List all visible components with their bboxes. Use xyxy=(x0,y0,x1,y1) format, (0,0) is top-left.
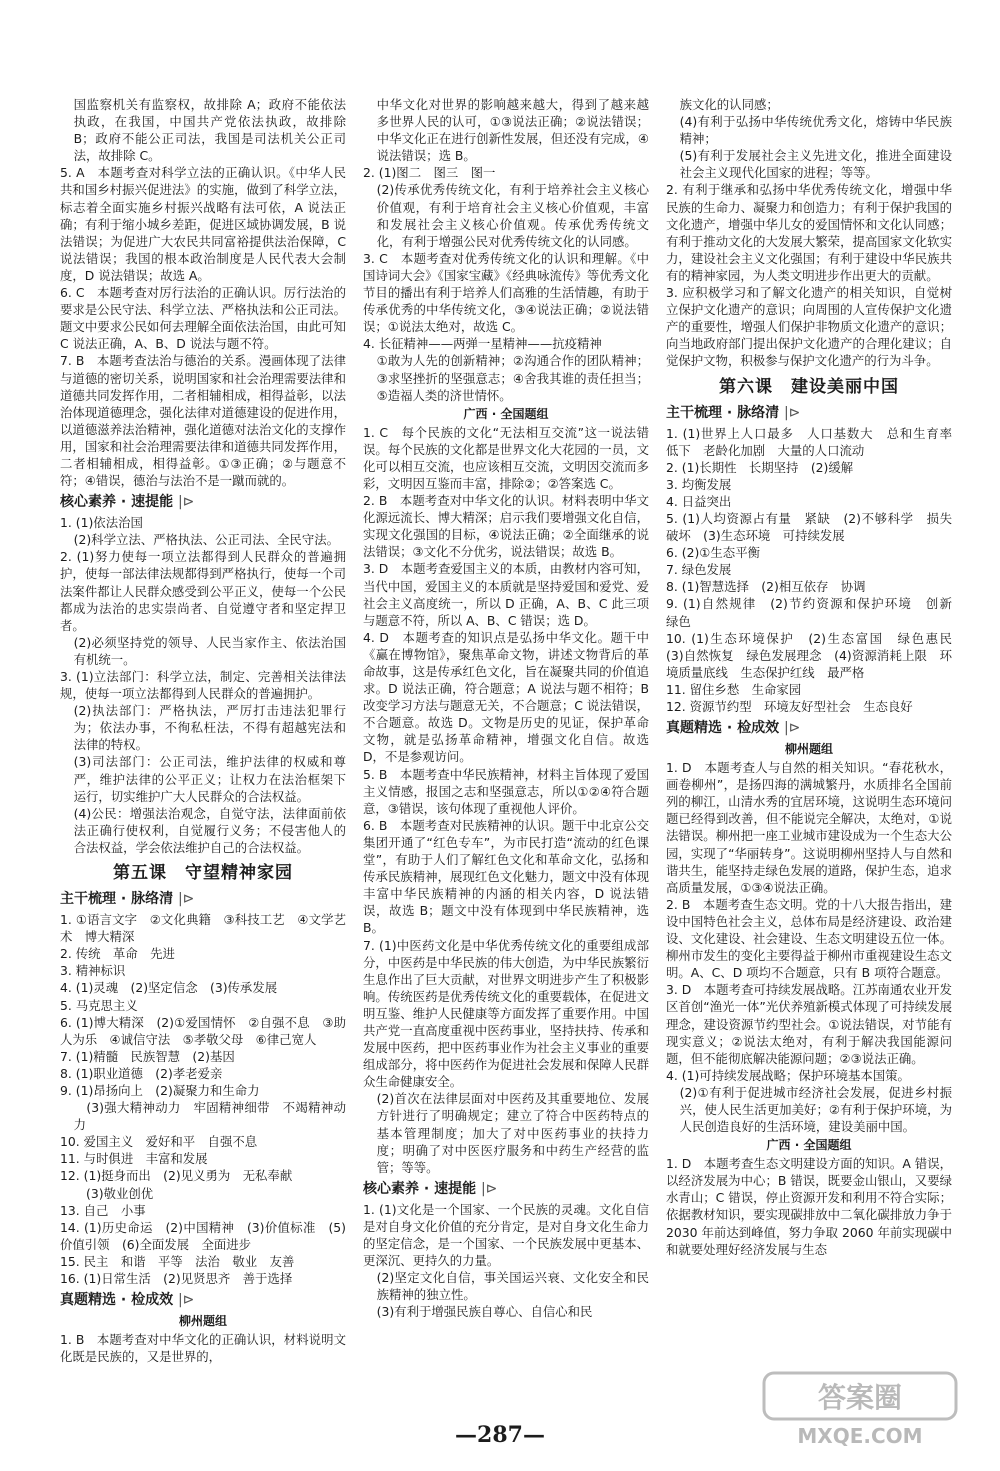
answer-line: 1. (1)依法治国 xyxy=(60,515,143,531)
answer-line: 2. 传统 革命 先进 xyxy=(60,946,175,962)
answer-block-a xyxy=(363,96,649,404)
answer-line: 1. B 本题考查对中华文化的正确认识，材料说明文化既是民族的，又是世界的， xyxy=(60,1332,346,1365)
answer-line: 11. 与时俱进 丰富和发展 xyxy=(60,1151,208,1167)
subgroup-title: 柳州题组 xyxy=(784,742,833,757)
answer-line: (3)强大精神动力 牢固精神细带 不竭精神动力 xyxy=(73,1100,346,1133)
watermark-graphic xyxy=(760,1369,960,1449)
answer-line: 16. (1)日常生活 (2)见贤思齐 善于选择 xyxy=(60,1271,293,1286)
column-left xyxy=(60,96,346,1414)
answer-line: 4. 长征精神——两弹一星精神——抗疫精神 xyxy=(363,336,602,352)
answer-line: (2)必须坚持党的领导、人民当家作主、依法治国有机统一。 xyxy=(73,634,346,667)
section-heading-main-outline: 主干梳理 · 脉络清 |⊳ xyxy=(666,404,801,421)
section-heading-real-exam: 真题精选 · 检成效 |⊳ xyxy=(666,720,801,737)
column-right xyxy=(666,96,965,1414)
answer-line: 4. (1)可持续发展战略；保护环境基本国策。 xyxy=(666,1067,910,1083)
subgroup-title: 广西 · 全国题组 xyxy=(463,406,549,421)
subgroup-title: 广西 · 全国题组 xyxy=(766,1138,852,1153)
answer-line: 9. (1)自然规律 (2)节约资源和保护环境 创新 绿色 xyxy=(666,596,965,629)
lesson-title-5: 第五课 守望精神家园 xyxy=(113,863,293,884)
answer-line: (4)有利于弘扬中华传统优秀文化，熔铸中华民族精神； xyxy=(679,114,952,147)
answer-line: 7. B 本题考查法治与德治的关系。漫画体现了法律与道德的密切关系，说明国家和社会治理需要法律和道德共同发挥作用，二者相辅相成，相得益彰，以法治体现道德理念，强化法律对道德建设的促进作用，以道德滋养法治精神，强化道德对法治文化的支撑作用，国家和社会治理需要法律和道德共同发挥作用，二者相辅相成，相得益彰。①③正确；②与题意不符；④错误，德治与法治不是一蹴而就的。 xyxy=(60,353,346,489)
answer-line: 1. (1)世界上人口最多 人口基数大 总和生育率 低下 老龄化加剧 大量的人口流动 xyxy=(666,425,965,458)
answer-line: 8. (1)职业道德 (2)孝老爱亲 xyxy=(60,1065,223,1081)
answer-line: 10. (1)生态环境保护 (2)生态富国 绿色惠民 (3)自然恢复 绿色发展理念 (4)资源消耗上限 环境质量底线 生态保护红线 最严格 xyxy=(666,630,965,680)
answer-line: 4. 日益突出 xyxy=(666,493,732,509)
answer-line: 2. B 本题考查对中华文化的认识。材料表明中华文化源远流长、博大精深；启示我们要增强文化自信，实现文化强国的目标，④说法正确；②全面继承的说法错误；③文化不分优劣，说法错误；故选 B。 xyxy=(363,493,649,560)
answer-line: 1. D 本题考查人与自然的相关知识。“春花秋水，画卷柳州”，是扬四海的满城繁丹，水质排名全国前列的柳江，山清水秀的宜居环境，这说明生态环境问题已经得到改善，但不能说完全解决，太绝对，①说法错误。柳州把一座工业城市建设成为一个生态大公园，实现了“华丽转身”。这说明柳州坚持人与自然和谐共生，能坚持走绿色发展的道路，保护生态，追求高质量发展，①③④说法正确。 xyxy=(666,760,952,895)
page-body xyxy=(60,96,965,1414)
answer-line: 4. D 本题考查的知识点是弘扬中华文化。题干中《赢在博物馆》，聚焦革命文物，讲述文物背后的革命故事，这是传承红色文化，旨在凝聚共同的价值追求。D 说法正确，符合题意；A 说法与题不相符；B 改变学习方法与题意无关，不合题意；C 说法错误，不合题意。故选 D。文物是历史的见证，保护革命文物，就是弘扬革命精神，增强文化自信。故选 D，不是参观访问。 xyxy=(363,629,649,765)
answer-line: (4)公民：增强法治观念，自觉守法，法律面前依法正确行使权利，自觉履行义务；不侵害他人的合法权益，学会依法维护自己的合法权益。 xyxy=(73,805,346,855)
answer-line: ①敢为人先的创新精神；②沟通合作的团队精神；③求坚挫折的坚强意志；④舍我其谁的责任担当；⑤造福人类的济世情怀。 xyxy=(376,353,649,403)
answer-line: 5. A 本题考查对科学立法的正确认识。《中华人民共和国乡村振兴促进法》的实施，做到了科学立法，标志着全面实施乡村振兴战略有法可依，A 说法正确；有利于缩小城乡差距，促进区域协调发展，B 说法错误；为促进广大农民共同富裕提供法治保障，C 说法错误；我国的根本政治制度是人民代表大会制度，D 说法错误；故选 A。 xyxy=(60,165,346,283)
answer-line: 15. 民主 和谐 平等 法治 敬业 友善 xyxy=(60,1253,295,1269)
answer-line: 9. (1)昂扬向上 (2)凝聚力和生命力 xyxy=(60,1082,260,1098)
answer-line: 12. 资源节约型 环境友好型社会 生态良好 xyxy=(666,699,913,714)
answer-line: (2)传承优秀传统文化，有利于培养社会主义核心价值观，有利于培育社会主义核心价值观，丰富和发展社会主义核心价值观。传承优秀传统文化，有利于增强公民对优秀传统文化的认同感。 xyxy=(376,182,649,249)
answer-line: 11. 留住乡愁 生命家园 xyxy=(666,681,802,697)
answer-line: (2)坚定文化自信，事关国运兴衰、文化安全和民族精神的独立性。 xyxy=(376,1270,649,1303)
answer-line: 3. D 本题考查可持续发展战略。江苏南通农业开发区首创“渔光一体”光伏养殖新模式体现了可持续发展理念，建设资源节约型社会。①说法错误，对节能有现实意义；②说法太绝对，有利于解决我国能源问题，但不能彻底解决能源问题；②③说法正确。 xyxy=(666,982,952,1066)
answer-line: 国监察机关有监察权，故排除 A；政府不能依法执政，在我国，中国共产党依法执政，故排除 B；政府不能公正司法，我国是司法机关公正司法，故排除 C。 xyxy=(73,97,346,164)
answer-block-b xyxy=(60,514,346,856)
answer-line: 6. C 本题考查对厉行法治的正确认识。厉行法治的要求是公民守法、科学立法、严格执法和公正司法。题文中要求公民如何去理解全面依法治国，由此可知 C 说法正确，A、B、D 说法与题不符。 xyxy=(60,285,346,352)
answer-block-d xyxy=(666,1155,952,1258)
answer-line: (3)敬业创优 xyxy=(73,1185,154,1201)
answer-line: 14. (1)历史命运 (2)中国精神 (3)价值标准 (5)价值引领 (6)全面发展 全面进步 xyxy=(60,1219,346,1252)
answer-line: 2. (1)长期性 长期坚持 (2)缓解 xyxy=(666,459,854,475)
answer-block-c xyxy=(666,759,952,1135)
answer-line: 4. (1)灵魂 (2)坚定信念 (3)传承发展 xyxy=(60,980,278,996)
answer-line: 7. 绿色发展 xyxy=(666,562,732,578)
answer-line: 6. (2)①生态平衡 xyxy=(666,545,760,561)
watermark-url-text: MXQE.COM xyxy=(797,1424,923,1448)
answer-line: 10. 爱国主义 爱好和平 自强不息 xyxy=(60,1134,258,1150)
answer-line: 1. D 本题考查生态文明建设方面的知识。A 错误，以经济发展为中心；B 错误，既要金山银山，又要绿水青山；C 错误，停止资源开发和利用不符合实际；依据教材知识，要实现碳排放中二氧化碳排放力争于 2030 年前达到峰值，努力争取 2060 年前实现碳中和就要处理好经济发展与生态 xyxy=(666,1156,952,1257)
answer-line: 7. (1)精髓 民族智慧 (2)基因 xyxy=(60,1048,235,1064)
answer-line: 1. C 每个民族的文化“无法相互交流”这一说法错误。每个民族的文化都是世界文化大花园的一员，文化可以相互交流，也应该相互交流，文明因交流而多彩，文明因互鉴而丰富，排除②；②答案选 C。 xyxy=(363,424,649,491)
answer-line: 13. 自己 小事 xyxy=(60,1202,146,1218)
answer-line: 5. B 本题考查中华民族精神，材料主旨体现了爱国主义情感，报国之志和坚强意志，所以①②④符合题意，③错误，该句体现了重视他人评价。 xyxy=(363,766,649,816)
watermark-logo-text: 答案圈 xyxy=(817,1381,903,1414)
subgroup-title: 柳州题组 xyxy=(178,1314,227,1329)
answer-line: 6. (1)博大精深 (2)①爱国情怀 ②自强不息 ③助人为乐 ④诚信守法 ⑤孝敬父母 ⑥律己宽人 xyxy=(60,1014,346,1047)
answer-line: 2. 有利于继承和弘扬中华优秀传统文化，增强中华民族的生命力、凝聚力和创造力；有利于保护我国的文化遗产，增强中华儿女的爱国情怀和文化认同感；有利于推动文化的大发展大繁荣，提高国家文化软实力，建设社会主义文化强国；有利于建设中华民族共有的精神家园，为人类文明进步作出更大的贡献。 xyxy=(666,182,952,283)
column-middle xyxy=(363,96,649,1414)
answer-line: (3)有利于增强民族自尊心、自信心和民 xyxy=(376,1304,593,1320)
answer-block-b xyxy=(666,425,965,716)
answer-line: 1. ①语言文字 ②文化典籍 ③科技工艺 ④文学艺术 博大精深 xyxy=(60,912,346,945)
answer-block-a xyxy=(666,96,952,370)
answer-line: (2)科学立法、严格执法、公正司法、全民守法。 xyxy=(73,532,339,548)
section-heading-core-literacy: 核心素养 · 速提能 |⊳ xyxy=(363,1180,498,1197)
answer-line: 3. 均衡发展 xyxy=(666,476,732,492)
answer-block-c xyxy=(363,1201,649,1321)
answer-block-b xyxy=(363,424,649,1176)
section-heading-real-exam: 真题精选 · 检成效 |⊳ xyxy=(60,1292,195,1309)
answer-line: 族文化的认同感； xyxy=(679,97,779,112)
answer-line: 7. (1)中医药文化是中华优秀传统文化的重要组成部分，中医药是中华民族的伟大创造，为中华民族繁衍生息作出了巨大贡献，对世界文明进步产生了积极影响。传统医药是优秀传统文化的重要载体，在促进文明互鉴、维护人民健康等方面发挥了重要作用。中国共产党一直高度重视中医药事业，坚持扶持、传承和发展中医药，把中医药事业作为社会主义事业的重要组成部分，将中医药作为促进社会发展和保障人民群众生命健康安全。 xyxy=(363,937,649,1090)
answer-line: 3. C 本题考查对优秀传统文化的认识和理解。《中国诗词大会》《国家宝藏》《经典咏流传》等优秀文化节目的播出有利于培养人们高雅的生活情趣，有助于传承优秀的中华传统文化，③④说法正确；②说法错误；①说法太绝对，故选 C。 xyxy=(363,250,649,335)
answer-block-a xyxy=(60,96,346,489)
answer-line: 3. D 本题考查爱国主义的本质，由教材内容可知，当代中国，爱国主义的本质就是坚持爱国和爱党、爱社会主义高度统一，所以 D 正确，A、B、C 此三项与题意不符，所以 A、B、C 错误；选 D。 xyxy=(363,561,649,628)
answer-block-c xyxy=(60,911,346,1287)
answer-line: 3. (1)立法部门：科学立法，制定、完善相关法律法规，使每一项立法都得到人民群众的普遍拥护。 xyxy=(60,669,346,702)
answer-line: 2. (1)图二 图三 图一 xyxy=(363,165,496,181)
answer-line: (5)有利于发展社会主义先进文化，推进全面建设社会主义现代化国家的进程；等等。 xyxy=(679,148,952,181)
answer-line: 6. B 本题考查对民族精神的认识。题干中北京公交集团开通了“红色专车”，为市民打造“流动的红色课堂”，有助于人们了解红色文化和革命文化，弘扬和传承民族精神，展现红色文化魅力，题文中没有体现丰富中华民族精神的内涵的相关内容，D 说法错误，故选 B；题文中没有体现到中华民族精神，选 B。 xyxy=(363,817,649,936)
answer-line: 2. B 本题考查生态文明。党的十八大报告指出，建设中国特色社会主义，总体布局是经济建设、政治建设、文化建设、社会建设、生态文明建设五位一体。柳州市发生的变化主要得益于柳州市重视建设生态文明。A、C、D 项均不合题意，只有 B 项符合题意。 xyxy=(666,896,952,981)
answer-line: 1. (1)文化是一个国家、一个民族的灵魂。文化自信是对自身文化价值的充分肯定，是对自身文化生命力的坚定信念，是一个国家、一个民族发展中更基本、更深沉、更持久的力量。 xyxy=(363,1201,649,1269)
lesson-title-6: 第六课 建设美丽中国 xyxy=(719,376,899,397)
answer-line: (2)执法部门：严格执法，严厉打击违法犯罪行为；依法办事，不徇私枉法，不得有超越宪法和法律的特权。 xyxy=(73,703,346,753)
answer-line: (2)首次在法律层面对中医药及其重要地位、发展方针进行了明确规定；建立了符合中医药特点的基本管理制度；加大了对中医药事业的扶持力度；明确了对中医医疗服务和中药生产经营的监管；等等。 xyxy=(376,1091,649,1175)
answer-line: 2. (1)努力使每一项立法都得到人民群众的普遍拥护，使每一部法律法规都得到严格执行，使每一个司法案件都让人民群众感受到公平正义，使每一个公民都成为法治的忠实崇尚者、自觉遵守者和坚定捍卫者。 xyxy=(60,549,346,633)
answer-block-d xyxy=(60,1331,346,1365)
answer-line: 中华文化对世界的影响越来越大，得到了越来越多世界人民的认可，①③说法正确；②说法错误；中华文化正在进行创新性发展，但还没有完成，④说法错误；选 B。 xyxy=(376,97,649,164)
answer-line: 3. 精神标识 xyxy=(60,963,126,979)
watermark-logo xyxy=(760,1369,960,1449)
section-heading-core-literacy: 核心素养 · 速提能 |⊳ xyxy=(60,494,195,511)
answer-line: 12. (1)挺身而出 (2)见义勇为 无私奉献 xyxy=(60,1168,293,1184)
answer-line: (2)①有利于促进城市经济社会发展，促进乡村振兴，使人民生活更加美好；②有利于保护环境，为人民创造良好的生活环境，建设美丽中国。 xyxy=(679,1084,952,1135)
answer-line: 5. (1)人均资源占有量 紧缺 (2)不够科学 损失 破坏 (3)生态环境 可持续发展 xyxy=(666,510,965,544)
answer-line: 8. (1)智慧选择 (2)相互依存 协调 xyxy=(666,579,866,595)
answer-line: 3. 应积极学习和了解文化遗产的相关知识，自觉树立保护文化遗产的意识；向周围的人宣传保护文化遗产的重要性，增强人们保护非物质文化遗产的意识；向当地政府部门提出保护文化遗产的合理化建议；自觉保护文物，积极参与保护文化遗产的行为斗争。 xyxy=(666,285,952,369)
answer-line: (3)司法部门：公正司法，维护法律的权威和尊严，维护法律的公平正义；让权力在法治框架下运行，切实维护广大人民群众的合法权益。 xyxy=(73,754,346,804)
answer-line: 5. 马克思主义 xyxy=(60,997,138,1013)
section-heading-main-outline: 主干梳理 · 脉络清 |⊳ xyxy=(60,891,195,908)
page-number: —287— xyxy=(455,1422,545,1448)
